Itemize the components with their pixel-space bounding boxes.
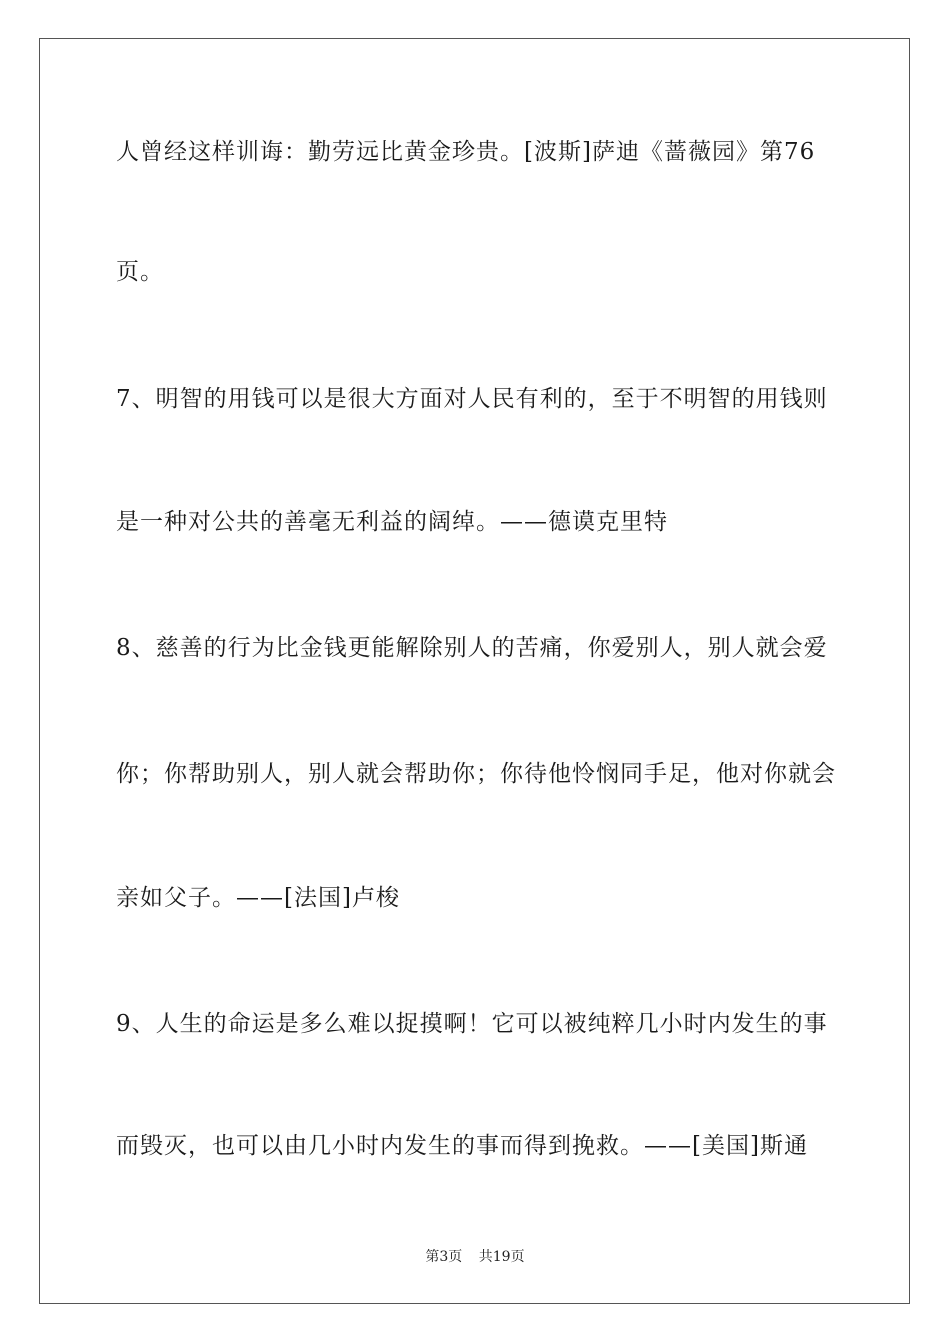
text-line: 而毁灭，也可以由几小时内发生的事而得到挽救。——[美国]斯通	[116, 1133, 808, 1159]
text-line: 人曾经这样训诲：勤劳远比黄金珍贵。[波斯]萨迪《蔷薇园》第76	[116, 139, 816, 165]
text-line: 你；你帮助别人，别人就会帮助你；你待他怜悯同手足，他对你就会	[116, 761, 836, 787]
text-line: 亲如父子。——[法国]卢梭	[116, 885, 400, 911]
page-number: 第3页	[425, 1249, 463, 1265]
text-line: 7、明智的用钱可以是很大方面对人民有利的，至于不明智的用钱则	[116, 386, 828, 412]
text-line: 9、人生的命运是多么难以捉摸啊！它可以被纯粹几小时内发生的事	[116, 1011, 828, 1037]
text-line: 页。	[116, 259, 164, 285]
text-line: 是一种对公共的善毫无利益的阔绰。——德谟克里特	[116, 509, 668, 535]
text-line: 8、慈善的行为比金钱更能解除别人的苦痛，你爱别人，别人就会爱	[116, 635, 828, 661]
page-total: 共19页	[478, 1249, 525, 1265]
page-footer	[0, 1246, 950, 1266]
page-border	[39, 38, 910, 1304]
